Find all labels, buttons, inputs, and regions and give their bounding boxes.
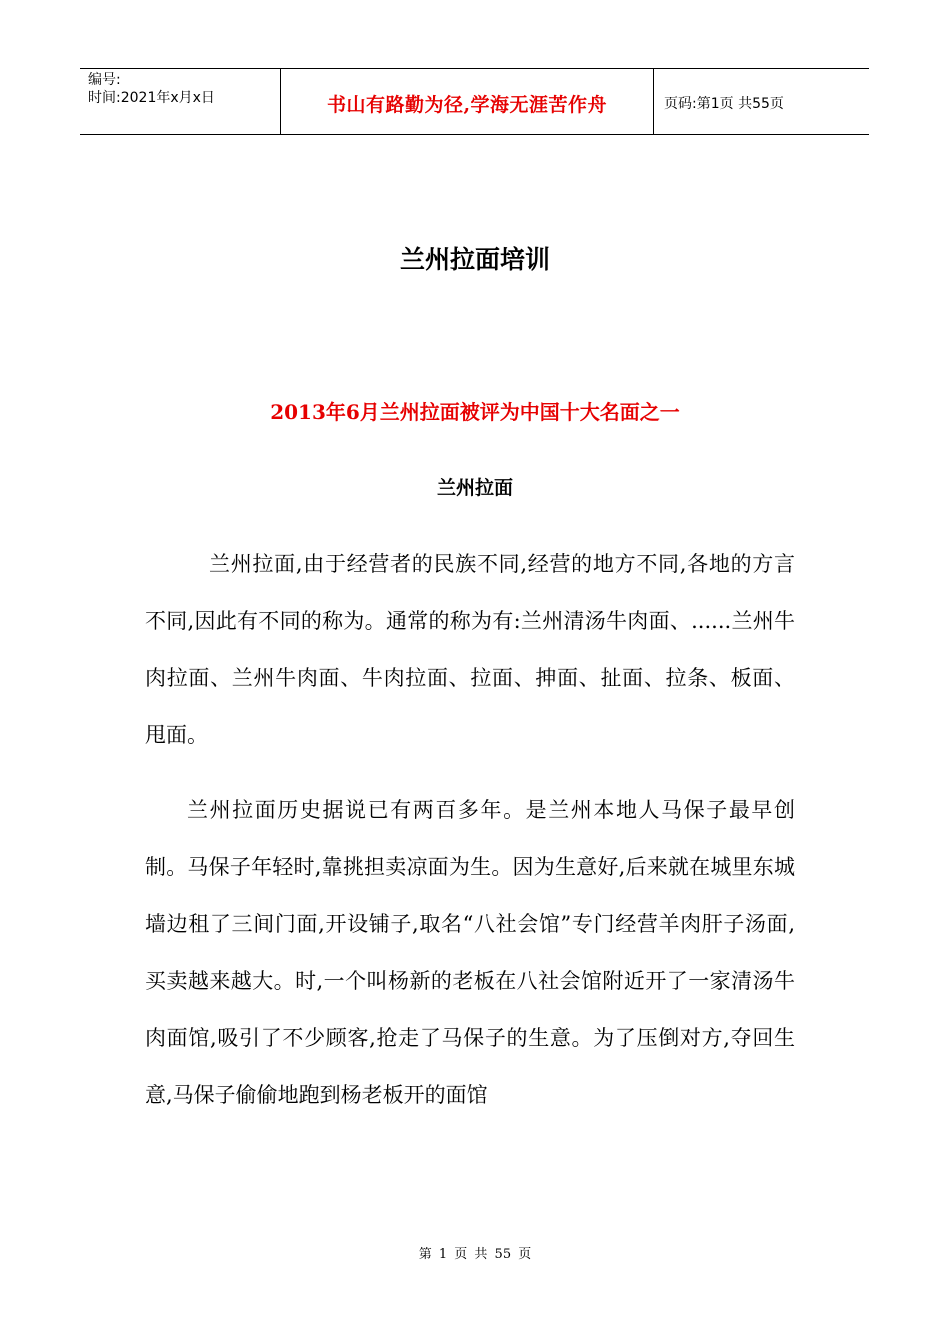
header-meta-cell bbox=[80, 69, 281, 134]
document-subtitle: 2013年6月兰州拉面被评为中国十大名面之一 bbox=[270, 400, 680, 424]
paragraph-names: 兰州拉面,由于经营者的民族不同,经营的地方不同,各地的方言不同,因此有不同的称为。通常的称为有:兰州清汤牛肉面、......兰州牛肉拉面、兰州牛肉面、牛肉拉面、拉面、抻面、扯面、拉条、板面、甩面。 bbox=[145, 552, 795, 747]
header-page-info: 页码:第1页 共55页 bbox=[664, 95, 784, 112]
document-number-label: 编号: bbox=[88, 72, 121, 88]
document-time-label: 时间:2021年x月x日 bbox=[88, 90, 215, 106]
document-title: 兰州拉面培训 bbox=[399, 245, 550, 274]
paragraph-history: 兰州拉面历史据说已有两百多年。是兰州本地人马保子最早创制。马保子年轻时,靠挑担卖凉面为生。因为生意好,后来就在城里东城墙边租了三间门面,开设铺子,取名“八社会馆”专门经营羊肉肝子汤面,买卖越来越大。时,一个叫杨新的老板在八社会馆附近开了一家清汤牛肉面馆,吸引了不少顾客,抢走了马保子的生意。为了压倒对方,夺回生意,马保子偷偷地跑到杨老板开的面馆 bbox=[145, 798, 795, 1107]
section-title: 兰州拉面 bbox=[436, 477, 513, 499]
header-motto: 书山有路勤为径,学海无涯苦作舟 bbox=[326, 94, 608, 116]
header-table bbox=[80, 68, 869, 135]
header-page-cell bbox=[654, 69, 869, 134]
page-footer: 第 1 页 共 55 页 bbox=[418, 1247, 532, 1262]
header-motto-cell bbox=[281, 69, 654, 134]
